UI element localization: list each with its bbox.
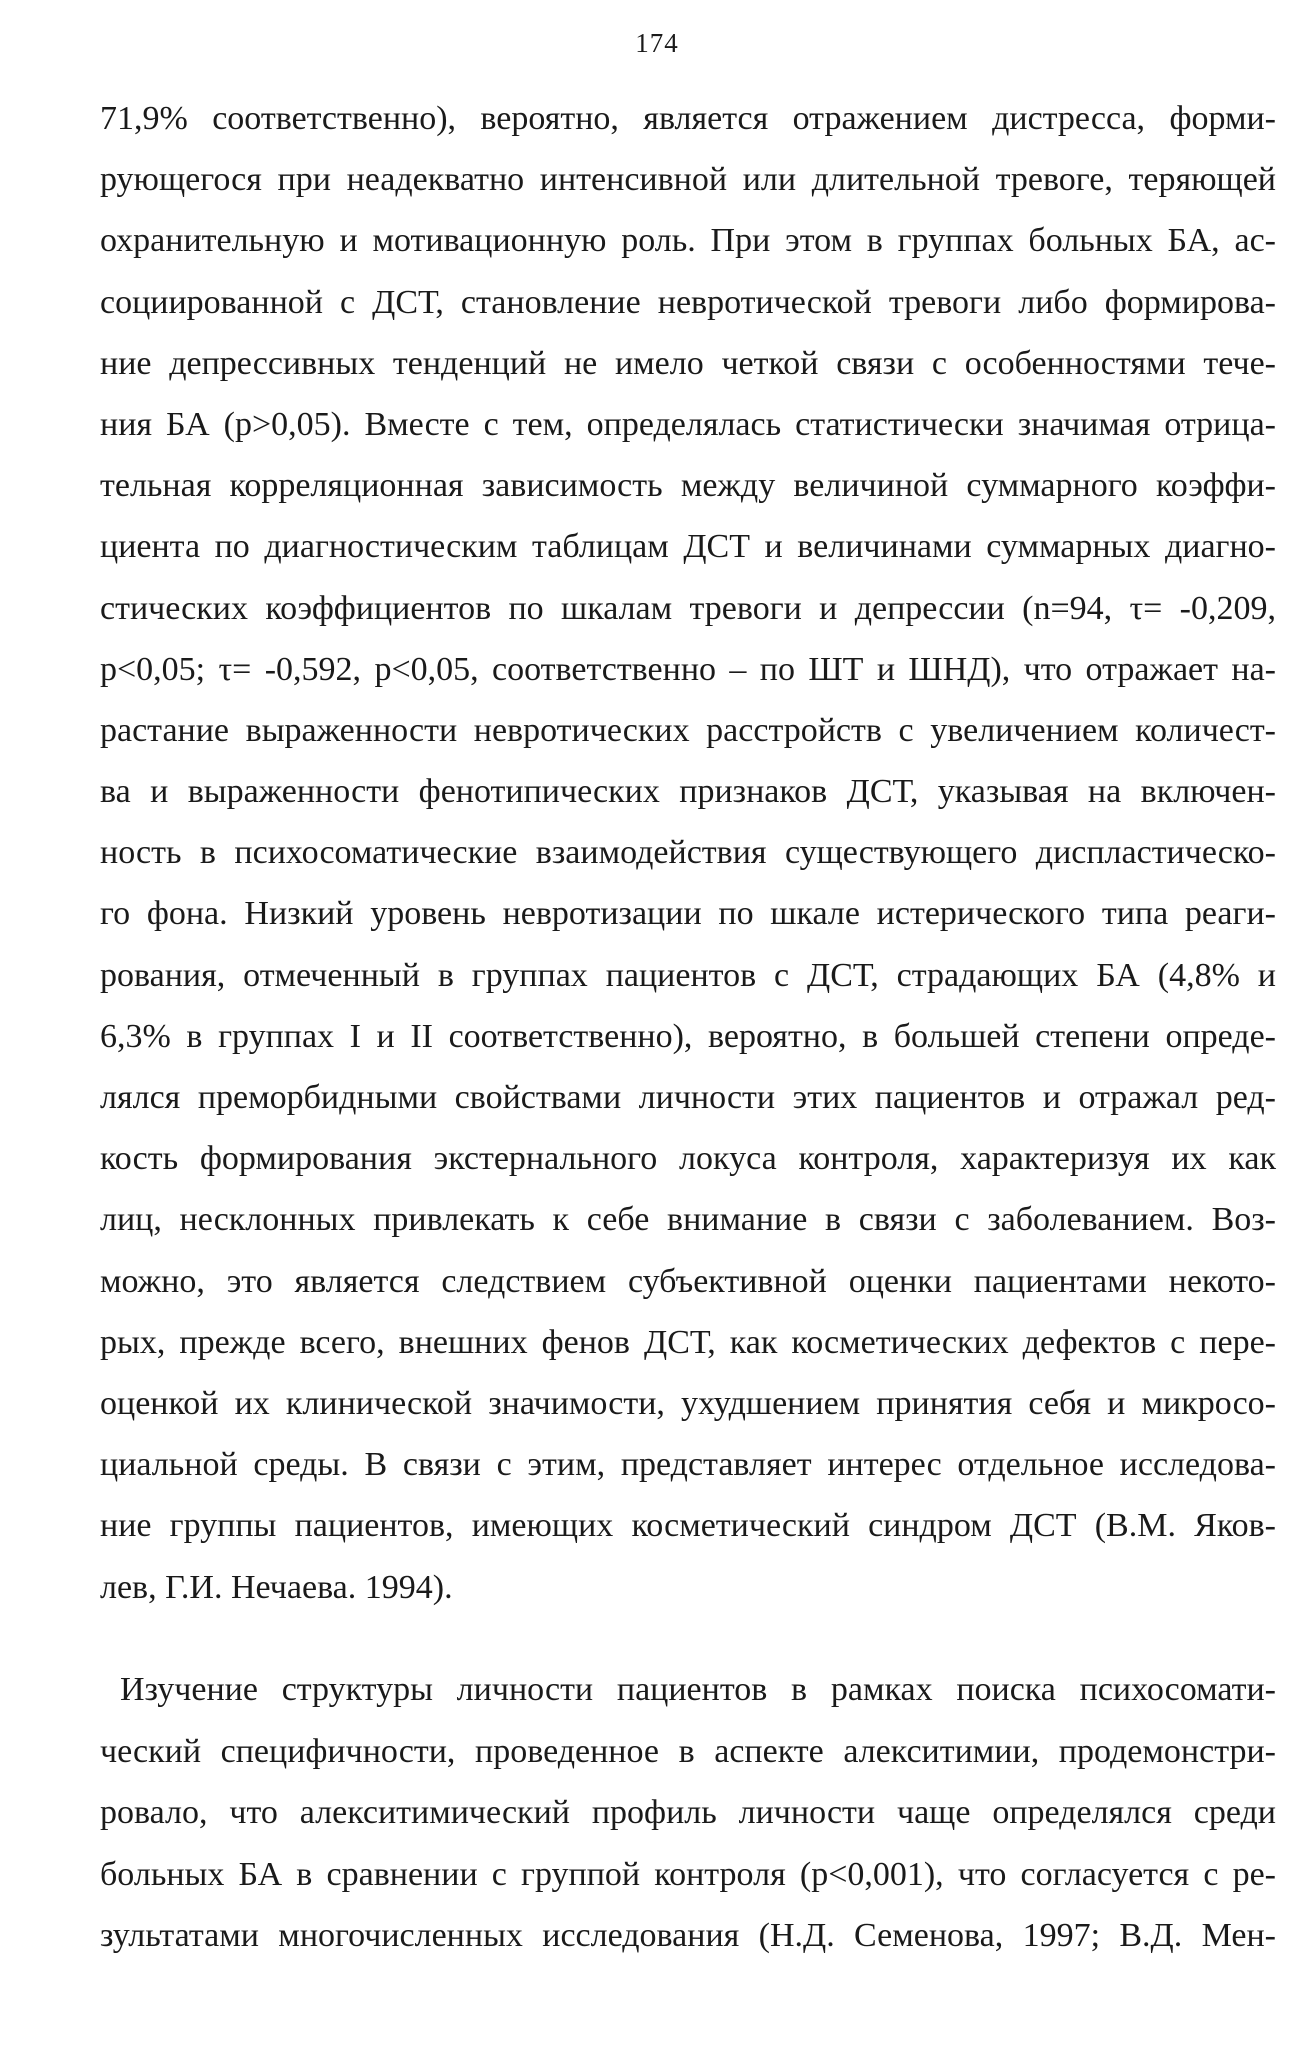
- text-line: лиц, несклонных привлекать к себе внимание в связи с заболеванием. Воз-: [100, 1201, 1276, 1239]
- text-line: ровало, что алекситимический профиль личности чаще определялся среди: [100, 1794, 1276, 1831]
- text-line: зультатами многочисленных исследования (Н.Д. Семенова, 1997; В.Д. Мен-: [100, 1917, 1276, 1954]
- text-line: ность в психосоматические взаимодействия существующего диспластическо-: [100, 834, 1276, 872]
- text-line: стических коэффициентов по шкалам тревоги и депрессии (n=94, τ= -0,209,: [100, 589, 1276, 627]
- text-line: растание выраженности невротических расстройств с увеличением количест-: [100, 711, 1276, 749]
- paragraph-1: [100, 88, 1276, 1618]
- text-line: рых, прежде всего, внешних фенов ДСТ, как косметических дефектов с пере-: [100, 1323, 1276, 1361]
- text-line: больных БА в сравнении с группой контроля (р<0,001), что согласуется с ре-: [100, 1855, 1276, 1893]
- text-line: охранительную и мотивационную роль. При этом в группах больных БА, ас-: [100, 222, 1276, 260]
- text-line: оценкой их клинической значимости, ухудшением принятия себя и микросо-: [100, 1384, 1276, 1422]
- text-line: можно, это является следствием субъективной оценки пациентами некото-: [100, 1262, 1276, 1300]
- text-line: 6,3% в группах I и II соответственно), вероятно, в большей степени опреде-: [100, 1017, 1276, 1055]
- text-line: социированной с ДСТ, становление невротической тревоги либо формирова-: [100, 283, 1276, 321]
- paragraph-2: [100, 1659, 1276, 1967]
- text-line: 71,9% соответственно), вероятно, является отражением дистресса, форми-: [100, 100, 1276, 137]
- text-line: рующегося при неадекватно интенсивной или длительной тревоге, теряющей: [100, 161, 1276, 199]
- text-line: Изучение структуры личности пациентов в рамках поиска психосомати-: [120, 1671, 1276, 1708]
- text-line: p<0,05; τ= -0,592, p<0,05, соответственно – по ШТ и ШНД), что отражает на-: [100, 650, 1276, 688]
- text-line: ва и выраженности фенотипических признаков ДСТ, указывая на включен-: [100, 773, 1276, 811]
- text-line: циальной среды. В связи с этим, представляет интерес отдельное исследова-: [100, 1446, 1276, 1484]
- text-line: ние депрессивных тенденций не имело четкой связи с особенностями тече-: [100, 344, 1276, 382]
- text-line: ческий специфичности, проведенное в аспекте алекситимии, продемонстри-: [100, 1732, 1276, 1770]
- text-line: кость формирования экстернального локуса контроля, характеризуя их как: [100, 1140, 1276, 1178]
- text-line: тельная корреляционная зависимость между величиной суммарного коэффи-: [100, 467, 1276, 505]
- text-line: ние группы пациентов, имеющих косметический синдром ДСТ (В.М. Яков-: [100, 1507, 1276, 1545]
- text-line: циента по диагностическим таблицам ДСТ и величинами суммарных диагно-: [100, 528, 1276, 566]
- text-line: лялся преморбидными свойствами личности этих пациентов и отражал ред-: [100, 1079, 1276, 1116]
- text-line: лев, Г.И. Нечаева. 1994).: [100, 1568, 453, 1606]
- text-line: ния БА (р>0,05). Вместе с тем, определялась статистически значимая отрица-: [100, 405, 1276, 443]
- text-line: рования, отмеченный в группах пациентов с ДСТ, страдающих БА (4,8% и: [100, 956, 1276, 994]
- page-number: 174: [635, 28, 679, 58]
- text-line: го фона. Низкий уровень невротизации по шкале истерического типа реаги-: [100, 895, 1276, 933]
